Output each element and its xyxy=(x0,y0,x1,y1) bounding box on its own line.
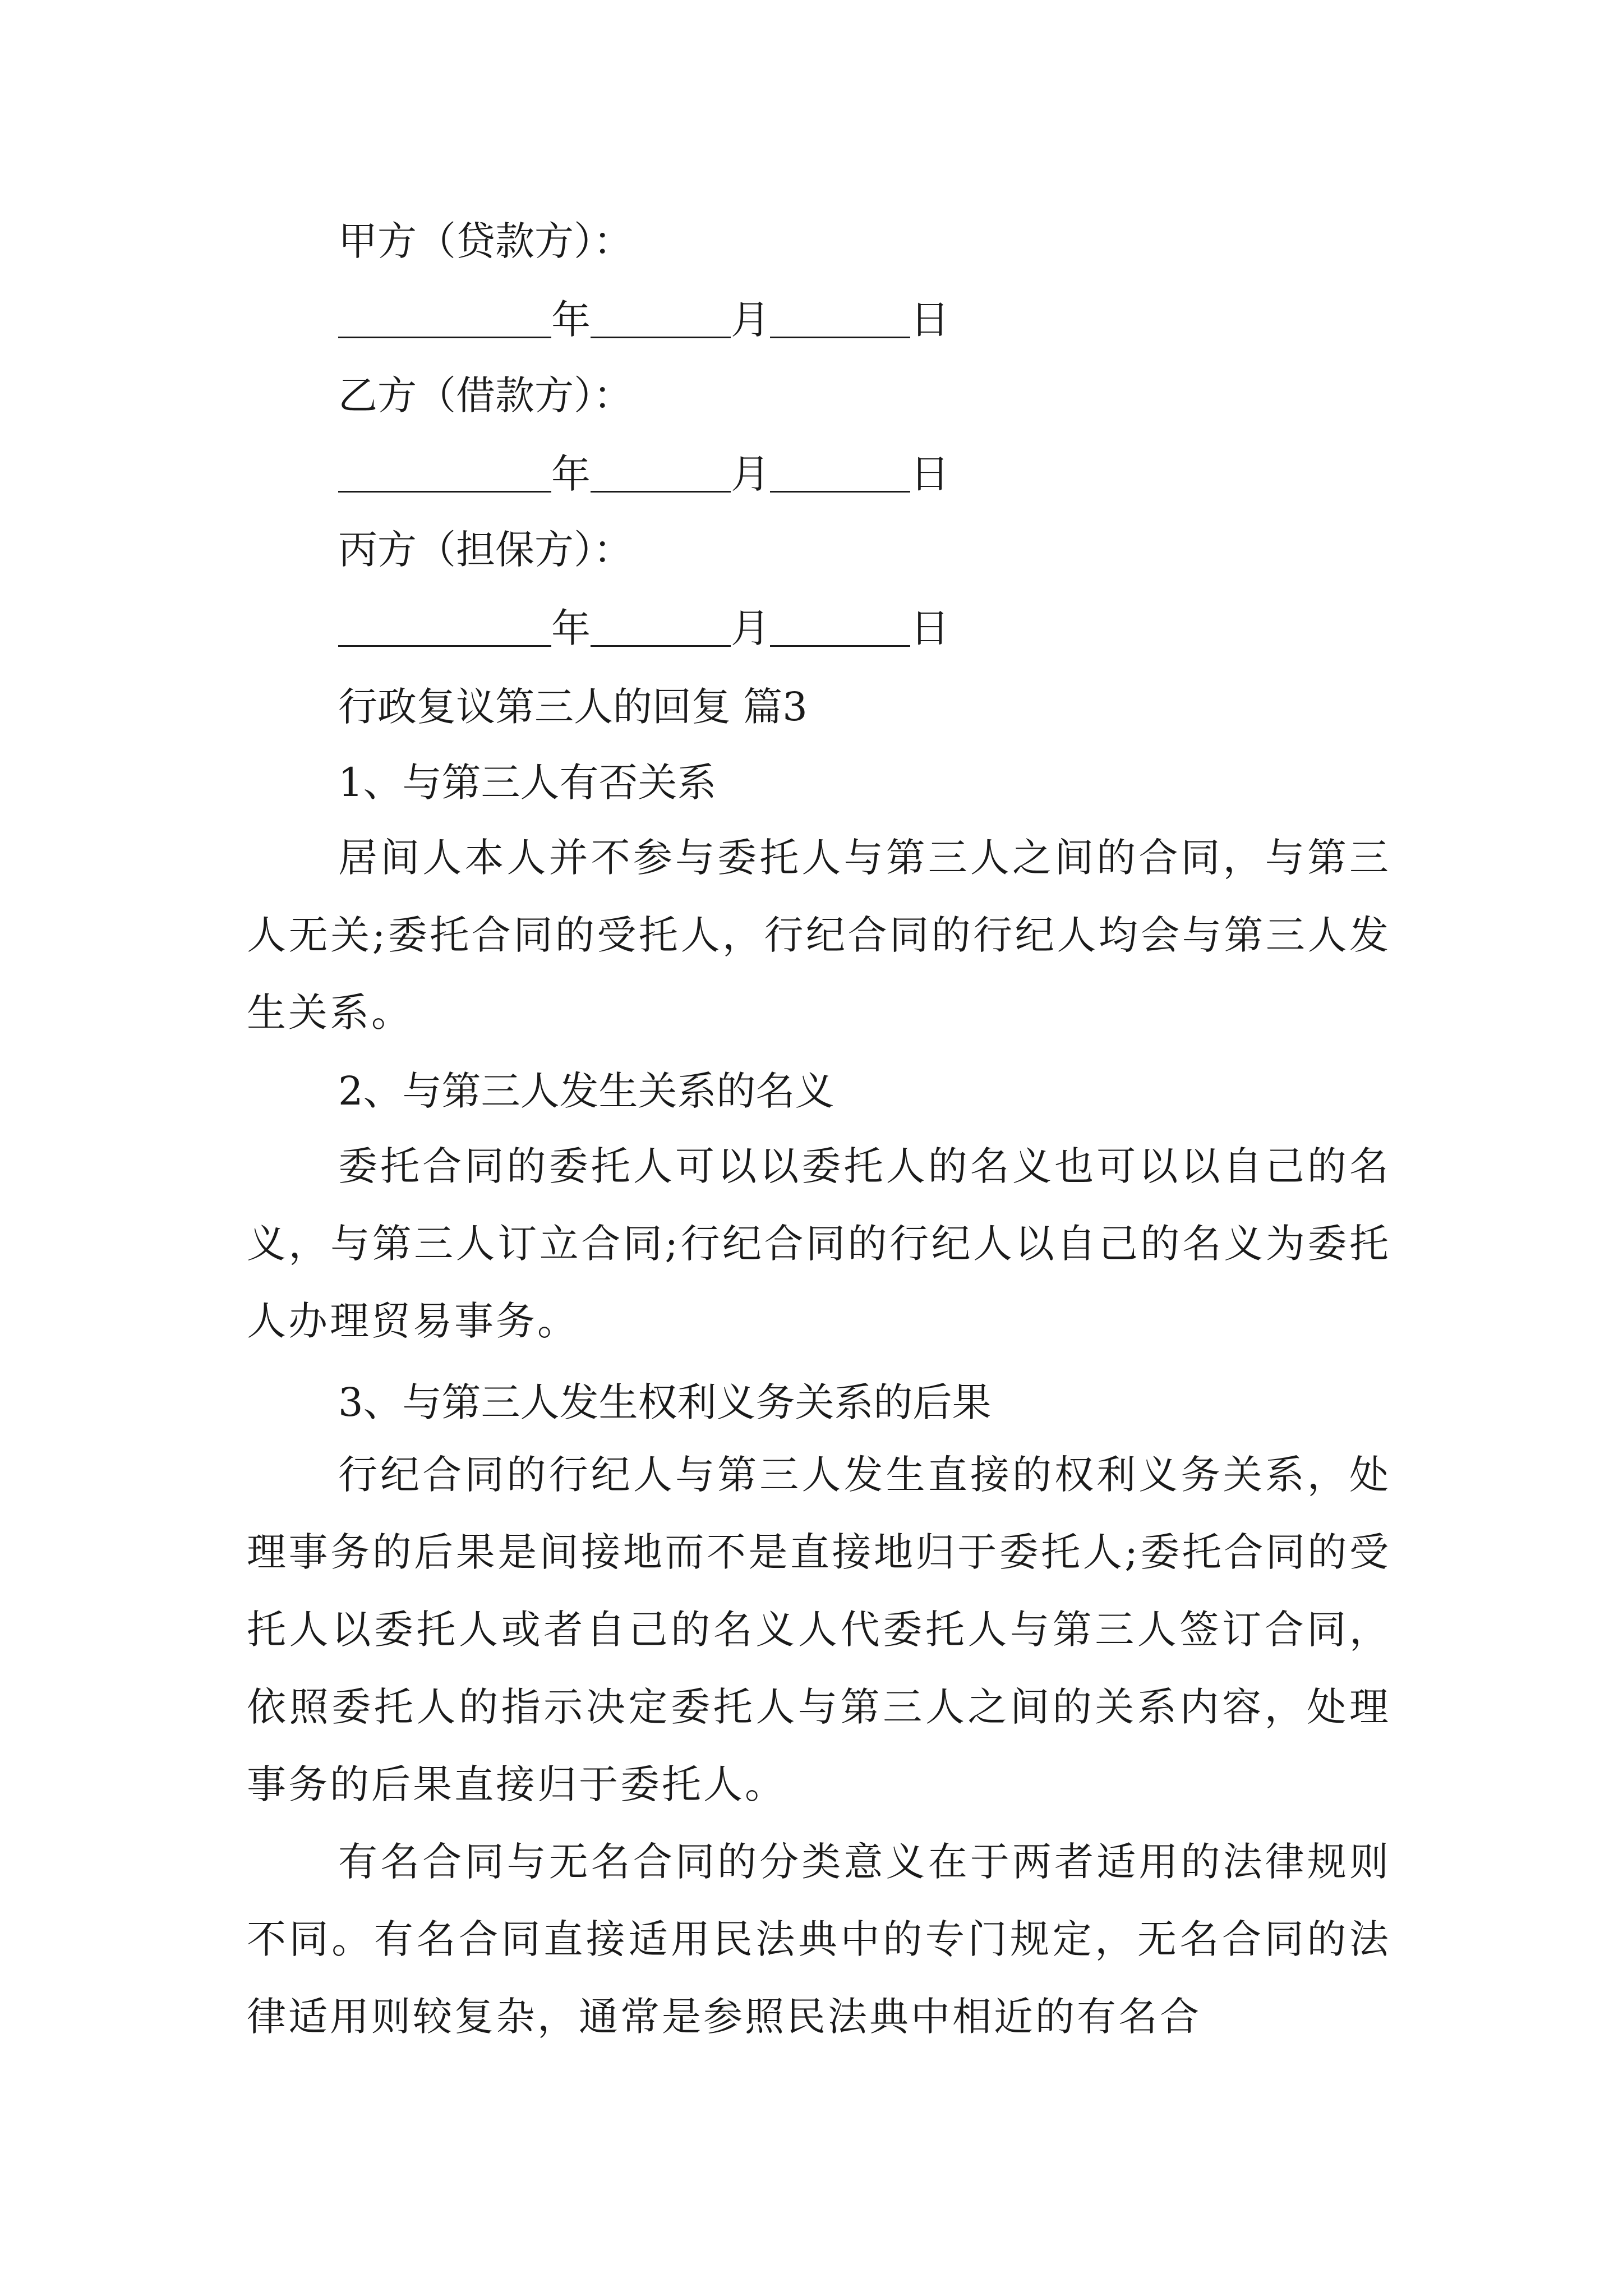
month-blank[interactable] xyxy=(591,303,731,338)
day-blank[interactable] xyxy=(770,611,910,647)
month-unit: 月 xyxy=(731,605,770,651)
day-blank[interactable] xyxy=(770,457,910,493)
item-1-text: 居间人本人并不参与委托人与第三人之间的合同，与第三人无关;委托合同的受托人，行纪合同的行纪人均会与第三人发生关系。 xyxy=(247,835,1391,1036)
closing-paragraph: 有名合同与无名合同的分类意义在于两者适用的法律规则不同。有名合同直接适用民法典中的专门规定，无名合同的法律适用则较复杂，通常是参照民法典中相近的有名合 xyxy=(247,1839,1391,2040)
party-c-label: 丙方（担保方）： xyxy=(338,527,633,573)
party-a-date-line xyxy=(338,295,949,345)
day-unit: 日 xyxy=(910,605,949,651)
year-blank[interactable] xyxy=(338,611,551,647)
party-b-date-line xyxy=(338,449,949,499)
section-title: 行政复议第三人的回复 篇3 xyxy=(338,684,808,730)
month-blank[interactable] xyxy=(591,611,731,647)
year-blank[interactable] xyxy=(338,457,551,493)
party-b-label: 乙方（借款方）： xyxy=(338,372,633,418)
day-blank[interactable] xyxy=(770,303,910,338)
party-a-label: 甲方（贷款方）： xyxy=(338,218,633,264)
day-unit: 日 xyxy=(910,297,949,343)
year-blank[interactable] xyxy=(338,303,551,338)
year-unit: 年 xyxy=(551,297,591,343)
month-blank[interactable] xyxy=(591,457,731,493)
item-2-heading: 2、与第三人发生关系的名义 xyxy=(338,1068,834,1114)
month-unit: 月 xyxy=(731,297,770,343)
year-unit: 年 xyxy=(551,451,591,497)
party-c-date-line xyxy=(338,603,949,654)
item-3-text: 行纪合同的行纪人与第三人发生直接的权利义务关系，处理事务的后果是间接地而不是直接地归于委托人;委托合同的受托人以委托人或者自己的名义人代委托人与第三人签订合同，依照委托人的指示决定委托人与第三人之间的关系内容，处理事务的后果直接归于委托人。 xyxy=(247,1452,1391,1807)
item-2-text: 委托合同的委托人可以以委托人的名义也可以以自己的名义，与第三人订立合同;行纪合同的行纪人以自己的名义为委托人办理贸易事务。 xyxy=(247,1143,1391,1344)
year-unit: 年 xyxy=(551,605,591,651)
day-unit: 日 xyxy=(910,451,949,497)
month-unit: 月 xyxy=(731,451,770,497)
item-3-heading: 3、与第三人发生权利义务关系的后果 xyxy=(338,1379,992,1425)
item-1-heading: 1、与第三人有否关系 xyxy=(338,760,717,806)
